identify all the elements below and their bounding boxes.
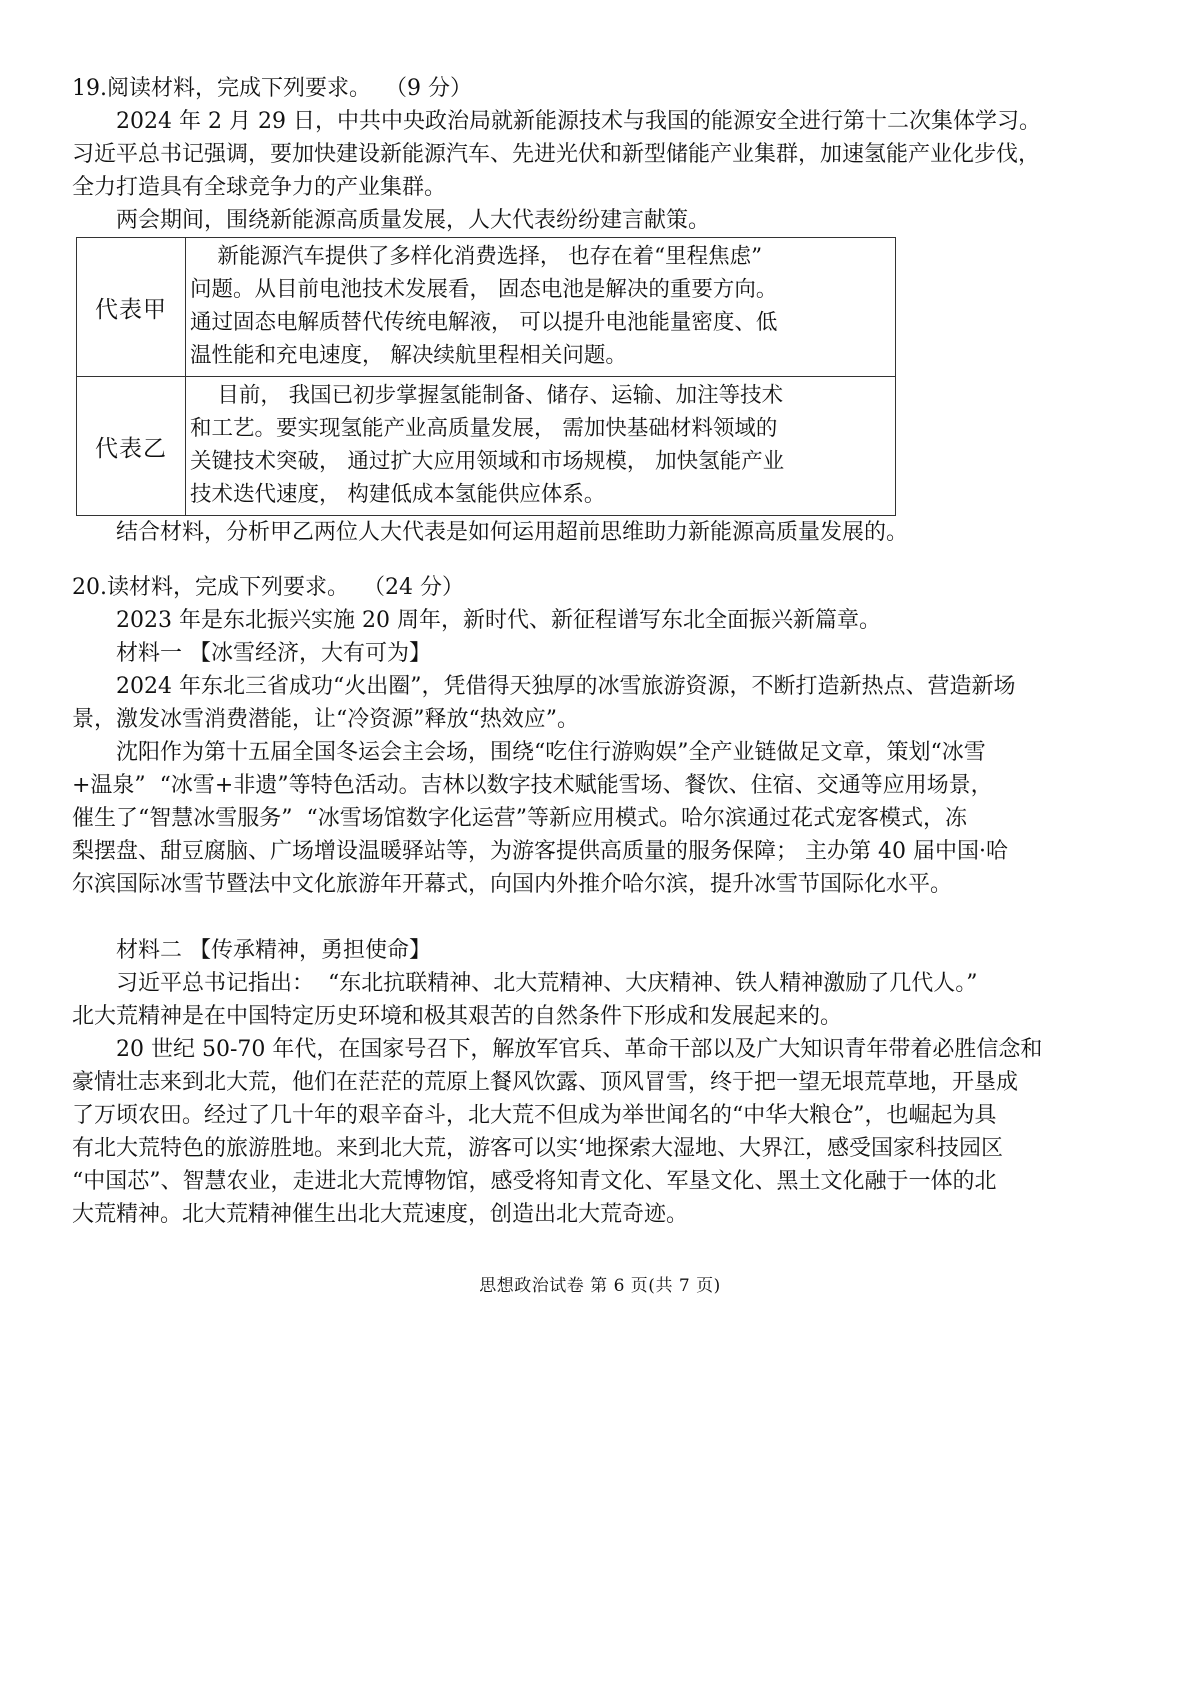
rep-label-b: 代表乙 bbox=[77, 377, 186, 516]
material2-title: 材料二 【传承精神，勇担使命】 bbox=[116, 938, 431, 963]
rep-a-line: 问题。从目前电池技术发展看， 固态电池是解决的重要方向。 bbox=[190, 277, 778, 302]
material2-p2-line: 20 世纪 50-70 年代，在国家号召下，解放军官兵、革命干部以及广大知识青年带着必胜信念和 bbox=[116, 1037, 1043, 1062]
q19-question: 结合材料，分析甲乙两位人大代表是如何运用超前思维助力新能源高质量发展的。 bbox=[116, 520, 909, 545]
q20-intro: 2023 年是东北振兴实施 20 周年，新时代、新征程谱写东北全面振兴新篇章。 bbox=[116, 608, 881, 633]
rep-a-line: 温性能和充电速度， 解决续航里程相关问题。 bbox=[190, 343, 627, 368]
q19-lead: 两会期间，围绕新能源高质量发展，人大代表纷纷建言献策。 bbox=[116, 208, 711, 233]
rep-a-line: 通过固态电解质替代传统电解液， 可以提升电池能量密度、低 bbox=[190, 310, 778, 335]
spacer bbox=[72, 901, 1132, 934]
rep-b-line: 目前， 我国已初步掌握氢能制备、储存、运输、加注等技术 bbox=[190, 383, 784, 408]
material1-p1-line: 景，激发冰雪消费潜能，让“冷资源”释放“热效应”。 bbox=[72, 707, 579, 732]
rep-a-line: 新能源汽车提供了多样化消费选择， 也存在着“里程焦虑” bbox=[190, 244, 763, 269]
q19-intro-line-1: 2024 年 2 月 29 日，中共中央政治局就新能源技术与我国的能源安全进行第十二次集体学习。 bbox=[116, 109, 1041, 134]
material2-p1-line: 北大荒精神是在中国特定历史环境和极其艰苦的自然条件下形成和发展起来的。 bbox=[72, 1004, 843, 1029]
material2-p2-line: 了万顷农田。经过了几十年的艰辛奋斗，北大荒不但成为举世闻名的“中华大粮仓”，也崛起为具 bbox=[72, 1103, 997, 1128]
rep-text-a bbox=[186, 238, 896, 377]
material1-p2-line: 梨摆盘、甜豆腐脑、广场增设温暖驿站等，为游客提供高质量的服务保障； 主办第 40 届中国·哈 bbox=[72, 839, 1008, 864]
rep-label-a: 代表甲 bbox=[77, 238, 186, 377]
table-row bbox=[77, 377, 896, 516]
page-footer: 思想政治试卷 第 6 页(共 7 页) bbox=[479, 1276, 721, 1296]
material2-p2-line: 有北大荒特色的旅游胜地。来到北大荒，游客可以实‘地探索大湿地、大界江，感受国家科技园区 bbox=[72, 1136, 1003, 1161]
spacer bbox=[72, 549, 1132, 571]
material2-p2-line: 大荒精神。北大荒精神催生出北大荒速度，创造出北大荒奇迹。 bbox=[72, 1202, 689, 1227]
rep-b-line: 关键技术突破， 通过扩大应用领域和市场规模， 加快氢能产业 bbox=[190, 449, 785, 474]
material1-title: 材料一 【冰雪经济，大有可为】 bbox=[116, 641, 431, 666]
table-row bbox=[77, 238, 896, 377]
rep-text-b bbox=[186, 377, 896, 516]
q19-intro-line-2: 习近平总书记强调，要加快建设新能源汽车、先进光伏和新型储能产业集群，加速氢能产业化步伐， bbox=[72, 142, 1041, 167]
material1-p2-line: +温泉” “冰雪+非遗”等特色活动。吉林以数字技术赋能雪场、餐饮、住宿、交通等应用场景， bbox=[72, 773, 993, 798]
rep-b-line: 和工艺。要实现氢能产业高质量发展， 需加快基础材料领域的 bbox=[190, 416, 778, 441]
material2-p2-line: “中国芯”、智慧农业，走进北大荒博物馆，感受将知青文化、军垦文化、黑土文化融于一体的北 bbox=[72, 1169, 997, 1194]
material2-p2-line: 豪情壮志来到北大荒，他们在茫茫的荒原上餐风饮露、顶风冒雪，终于把一望无垠荒草地，开垦成 bbox=[72, 1070, 1019, 1095]
material1-p1-line: 2024 年东北三省成功“火出圈”，凭借得天独厚的冰雪旅游资源，不断打造新热点、营造新场 bbox=[116, 674, 1016, 699]
material1-p2-line: 沈阳作为第十五届全国冬运会主会场，围绕“吃住行游购娱”全产业链做足文章，策划“冰雪 bbox=[116, 740, 986, 765]
material1-p2-line: 尔滨国际冰雪节暨法中文化旅游年开幕式，向国内外推介哈尔滨，提升冰雪节国际化水平。 bbox=[72, 872, 953, 897]
representatives-table bbox=[76, 237, 896, 516]
material1-p2-line: 催生了“智慧冰雪服务” “冰雪场馆数字化运营”等新应用模式。哈尔滨通过花式宠客模式，冻 bbox=[72, 806, 967, 831]
q19-heading: 19.阅读材料，完成下列要求。 （9 分） bbox=[72, 76, 472, 101]
rep-b-line: 技术迭代速度， 构建低成本氢能供应体系。 bbox=[190, 482, 606, 507]
q20-heading: 20.读材料，完成下列要求。 （24 分） bbox=[72, 575, 464, 600]
q19-intro-line-3: 全力打造具有全球竞争力的产业集群。 bbox=[72, 175, 447, 200]
exam-page bbox=[72, 72, 1132, 1231]
material2-p1-line: 习近平总书记指出： “东北抗联精神、北大荒精神、大庆精神、铁人精神激励了几代人。” bbox=[116, 971, 978, 996]
